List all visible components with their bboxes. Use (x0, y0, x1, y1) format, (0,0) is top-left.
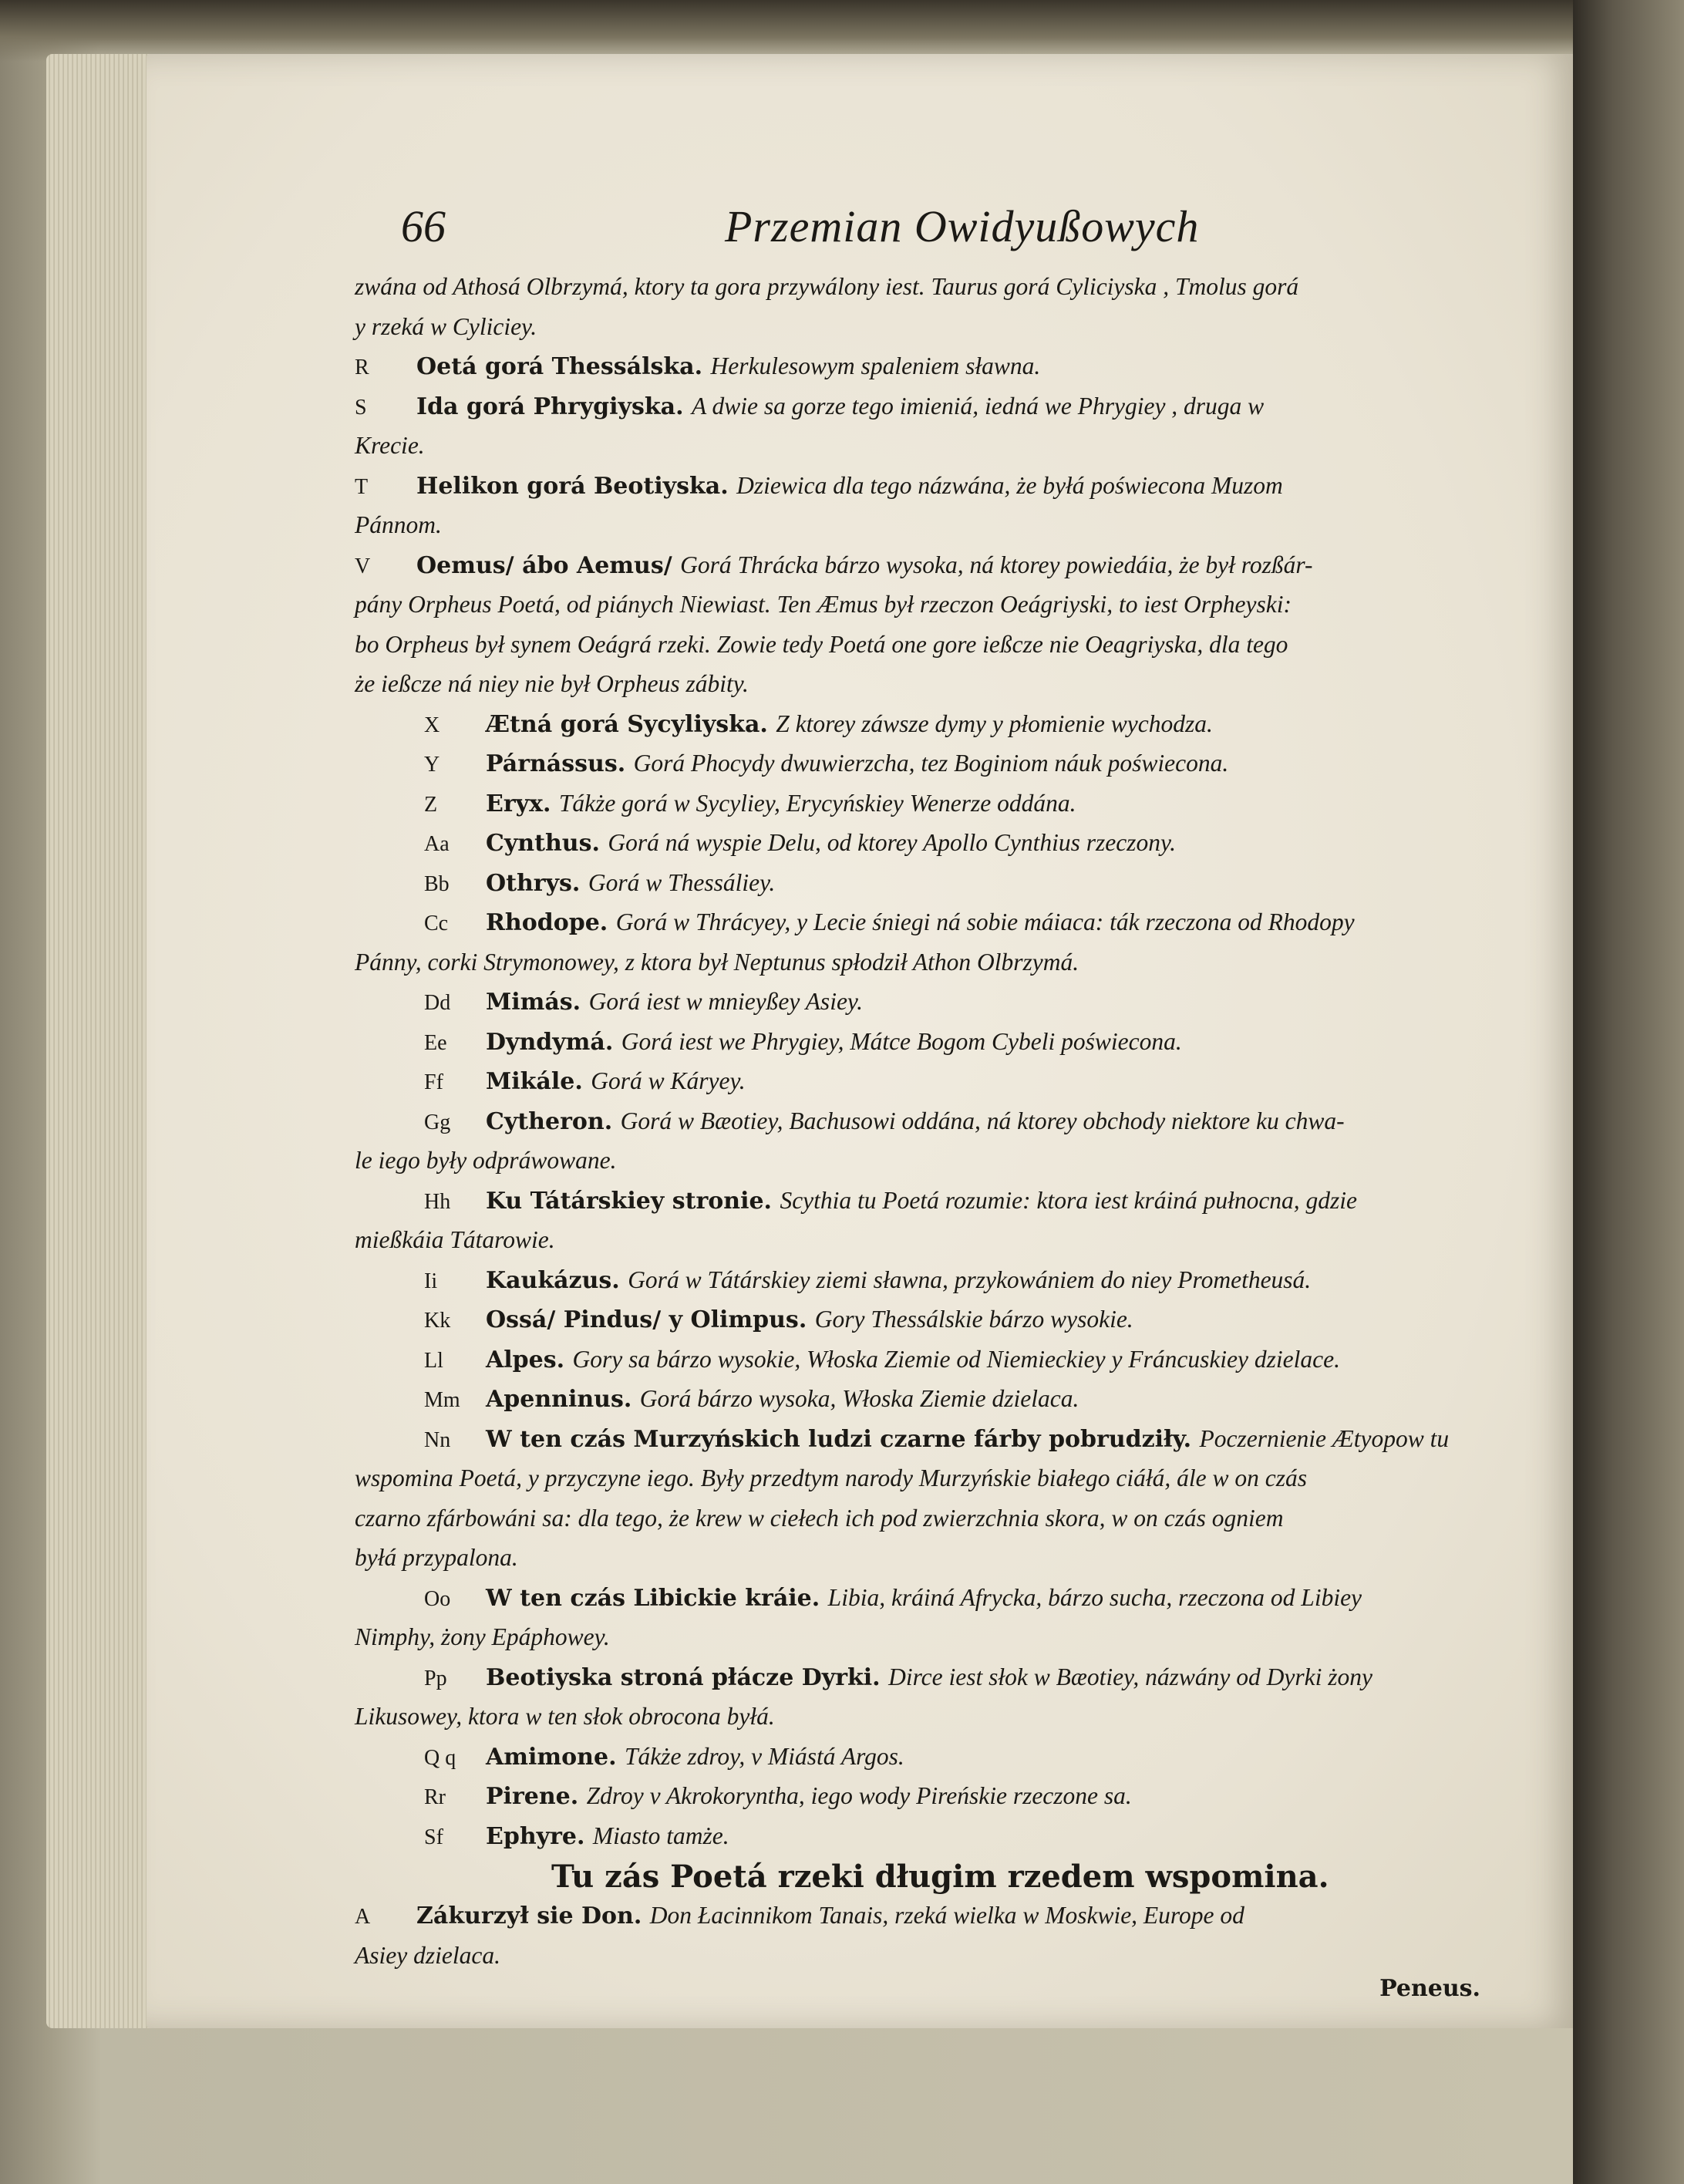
entry-text: zwána od Athosá Olbrzymá, ktory ta gora przywálony iest. Taurus gorá Cyliciyska , Tmolus gorá (355, 273, 1299, 300)
entry-key: Ii (424, 1269, 438, 1293)
text-line (355, 466, 1504, 506)
entry-text: pány Orpheus Poetá, od piánych Niewiast. Ten Æmus był rzeczon Oeágriyski, to iest Orpheyski: (355, 591, 1292, 618)
text-line (355, 1697, 1504, 1737)
text-line (355, 267, 1504, 307)
entry-headword: Cynthus. (486, 830, 608, 857)
entry-key: Oo (424, 1586, 451, 1611)
entry-text: wspomina Poetá, y przyczyne iego. Były przedtym narody Murzyńskie białego ciáłá, ále w on czás (355, 1464, 1307, 1491)
entry-headword: Pirene. (486, 1783, 587, 1810)
entry-text: Nimphy, żony Epáphowey. (355, 1623, 610, 1650)
entry-text: Gorá Phocydy dwuwierzcha, tez Boginiom náuk poświecona. (633, 750, 1229, 777)
entry-headword: Ossá/ Pindus/ y Olimpus. (486, 1306, 815, 1333)
entry-text: Z ktorey záwsze dymy y płomienie wychodza. (776, 709, 1213, 737)
entry-text: Gorá ná wyspie Delu, od ktorey Apollo Cynthius rzeczony. (608, 829, 1177, 856)
entry-key: Nn (424, 1427, 451, 1452)
entry-text: A dwie sa gorze tego imieniá, iedná we Phrygiey , druga w (691, 392, 1265, 420)
entry-text: Gorá w Tátárskiey ziemi sławna, przykowániem do niey Prometheusá. (628, 1266, 1312, 1293)
entry-headword: Mimás. (486, 989, 589, 1016)
text-line (355, 1181, 1504, 1221)
entry-key: Y (424, 753, 440, 777)
book-top-shadow (0, 0, 1684, 62)
entry-key: T (355, 474, 369, 499)
text-line (355, 1022, 1504, 1062)
text-line (355, 942, 1504, 982)
text-line (355, 386, 1504, 426)
entry-text: Gorá w Káryey. (591, 1067, 746, 1094)
entry-text: bo Orpheus był synem Oeágrá rzeki. Zowie tedy Poetá one gore ießcze nie Oeagriyska, dla tego (355, 630, 1288, 658)
entry-text: że ießcze ná niey nie był Orpheus zábity. (355, 670, 749, 697)
text-line (355, 1101, 1504, 1141)
entry-text: Zdroy v Akrokoryntha, iego wody Pireńskie rzeczone sa. (586, 1782, 1132, 1809)
entry-text: Gory Thessálskie bárzo wysokie. (814, 1306, 1133, 1333)
entry-headword: Beotiyska stroná płácze Dyrki. (486, 1663, 889, 1691)
text-line (355, 426, 1504, 466)
page-text-block (355, 193, 1504, 2002)
entry-key: Gg (424, 1110, 451, 1134)
entry-key: Pp (424, 1666, 447, 1690)
entry-headword: Ida gorá Phrygiyska. (416, 393, 692, 420)
entry-text: Dziewica dla tego názwána, że byłá poświecona Muzom (736, 471, 1283, 499)
entry-key: Hh (424, 1189, 451, 1214)
text-line (355, 1419, 1504, 1459)
entry-text: Miasto tamże. (592, 1822, 729, 1849)
body-text-after (355, 1896, 1504, 1975)
text-line (355, 1538, 1504, 1578)
entry-text: Scythia tu Poetá rozumie: ktora iest kráiná pułnocna, gdzie (780, 1186, 1358, 1214)
entry-text: Herkulesowym spaleniem sławna. (710, 352, 1041, 379)
text-line (355, 1896, 1504, 1936)
text-line (355, 1657, 1504, 1697)
entry-key: V (355, 554, 371, 578)
entry-text: Dirce iest słok w Bæotiey, názwány od Dyrki żony (888, 1663, 1372, 1690)
text-line (355, 545, 1504, 585)
text-line (355, 784, 1504, 824)
text-line (355, 1936, 1504, 1976)
entry-key: Cc (424, 912, 449, 935)
entry-key: Rr (424, 1785, 446, 1809)
text-line (355, 1260, 1504, 1300)
entry-headword: Kaukázus. (486, 1266, 628, 1294)
text-line (355, 704, 1504, 744)
entry-headword: Zákurzył sie Don. (416, 1903, 650, 1930)
entry-key: Ll (424, 1348, 443, 1373)
entry-text: byłá przypalona. (355, 1544, 518, 1571)
text-line (355, 1776, 1504, 1816)
binding-gutter (1573, 0, 1684, 2184)
entry-text: Asiey dzielaca. (355, 1941, 500, 1969)
text-line (355, 1737, 1504, 1777)
text-line (355, 1458, 1504, 1498)
entry-key: Ff (424, 1070, 443, 1094)
page-number: 66 (401, 201, 446, 251)
text-line (355, 1498, 1504, 1539)
text-line (355, 1220, 1504, 1260)
entry-key: Aa (424, 832, 450, 856)
entry-key: Kk (424, 1309, 451, 1333)
entry-text: czarno zfárbowáni sa: dla tego, że krew w ciełech ich pod zwierzchnia skora, w on czás ogniem (355, 1504, 1284, 1532)
entry-text: Gorá Thrácka bárzo wysoka, ná ktorey powiedáia, że był rozßár- (680, 551, 1313, 578)
entry-key: A (355, 1905, 371, 1929)
entry-headword: Oemus/ ábo Aemus/ (416, 551, 681, 579)
text-line (355, 1141, 1504, 1181)
entry-text: Krecie. (355, 432, 425, 459)
text-line (355, 625, 1504, 665)
entry-headword: W ten czás Murzyńskich ludzi czarne fárby pobrudziły. (486, 1425, 1200, 1453)
text-line (355, 1578, 1504, 1618)
text-line (355, 1379, 1504, 1419)
entry-key: Bb (424, 871, 450, 896)
entry-text: Gorá bárzo wysoka, Włoska Ziemie dzielaca. (639, 1385, 1079, 1412)
entry-text: Don Łacinnikom Tanais, rzeká wielka w Moskwie, Europe od (649, 1902, 1244, 1929)
entry-text: Gorá iest w mnieyßey Asiey. (588, 988, 864, 1015)
entry-key: X (424, 713, 440, 737)
entry-text: Poczernienie Ætyopow tu (1199, 1424, 1450, 1452)
text-line (355, 307, 1504, 347)
entry-text: Gory sa bárzo wysokie, Włoska Ziemie od Niemieckiey y Fráncuskiey dzielace. (572, 1345, 1340, 1373)
entry-headword: Othrys. (486, 869, 588, 897)
entry-text: Gorá iest we Phrygiey, Mátce Bogom Cybeli poświecona. (621, 1027, 1182, 1055)
entry-headword: Dyndymá. (486, 1028, 621, 1056)
entry-headword: Oetá gorá Thessálska. (416, 353, 711, 380)
entry-headword: Ku Tátárskiey stronie. (486, 1187, 780, 1215)
entry-key: Z (424, 792, 438, 817)
text-line (355, 1061, 1504, 1101)
text-line (355, 664, 1504, 704)
catchword: Peneus. (1379, 1975, 1480, 2002)
entry-headword: Rhodope. (486, 909, 616, 936)
entry-key: Sf (424, 1825, 443, 1849)
entry-text: Gorá w Thrácyey, y Lecie śniegi ná sobie máiaca: ták rzeczona od Rhodopy (615, 908, 1355, 935)
text-line (355, 585, 1504, 625)
text-line (355, 505, 1504, 545)
section-subheading: Tu zás Poetá rzeki długim rzedem wspomina. (551, 1859, 1329, 1895)
body-text (355, 267, 1504, 1855)
entry-text: Tákże gorá w Sycyliey, Erycyńskiey Wenerze oddána. (558, 789, 1076, 817)
entry-text: Pánny, corki Strymonowey, z ktora był Neptunus spłodził Athon Olbrzymá. (355, 948, 1079, 976)
text-line (355, 1617, 1504, 1657)
text-line (355, 1299, 1504, 1340)
text-line (355, 863, 1504, 903)
entry-text: mießkáia Tátarowie. (355, 1226, 555, 1253)
entry-headword: Mikále. (486, 1068, 591, 1095)
entry-key: Mm (424, 1388, 460, 1412)
entry-text: Tákże zdroy, v Miástá Argos. (624, 1742, 904, 1770)
entry-text: Gorá w Thessáliey. (588, 868, 776, 896)
entry-headword: W ten czás Libickie kráie. (486, 1584, 828, 1612)
text-line (355, 346, 1504, 386)
entry-text: le iego były odpráwowane. (355, 1147, 617, 1174)
entry-text: Libia, kráiná Afrycka, bárzo sucha, rzeczona od Libiey (827, 1583, 1362, 1611)
entry-headword: Helikon gorá Beotiyska. (416, 472, 737, 500)
entry-headword: Alpes. (486, 1346, 573, 1373)
entry-headword: Eryx. (486, 790, 559, 817)
entry-key: Ee (424, 1030, 447, 1055)
entry-headword: Ephyre. (486, 1822, 593, 1850)
text-line (355, 1340, 1504, 1380)
entry-headword: Apenninus. (486, 1386, 640, 1413)
text-line (355, 902, 1504, 942)
entry-text: Likusowey, ktora w ten słok obrocona byłá. (355, 1703, 775, 1730)
entry-headword: Cytheron. (486, 1107, 621, 1135)
text-line (355, 982, 1504, 1022)
text-line (355, 743, 1504, 784)
running-head (355, 193, 1504, 270)
entry-key: S (355, 395, 367, 420)
entry-text: Gorá w Bæotiey, Bachusowi oddána, ná ktorey obchody niektore ku chwa- (620, 1107, 1345, 1134)
entry-headword: Ætná gorá Sycyliyska. (486, 710, 776, 738)
entry-key: Dd (424, 991, 451, 1015)
entry-headword: Amimone. (486, 1743, 625, 1771)
text-line (355, 1816, 1504, 1856)
entry-key: R (355, 356, 369, 379)
text-line (355, 823, 1504, 863)
entry-headword: Párnássus. (486, 750, 634, 777)
running-title: Przemian Owidyußowych (725, 201, 1200, 251)
entry-key: Q q (424, 1745, 456, 1770)
entry-text: y rzeká w Cyliciey. (355, 312, 537, 340)
entry-text: Pánnom. (355, 511, 442, 538)
page-edges (46, 54, 162, 2028)
